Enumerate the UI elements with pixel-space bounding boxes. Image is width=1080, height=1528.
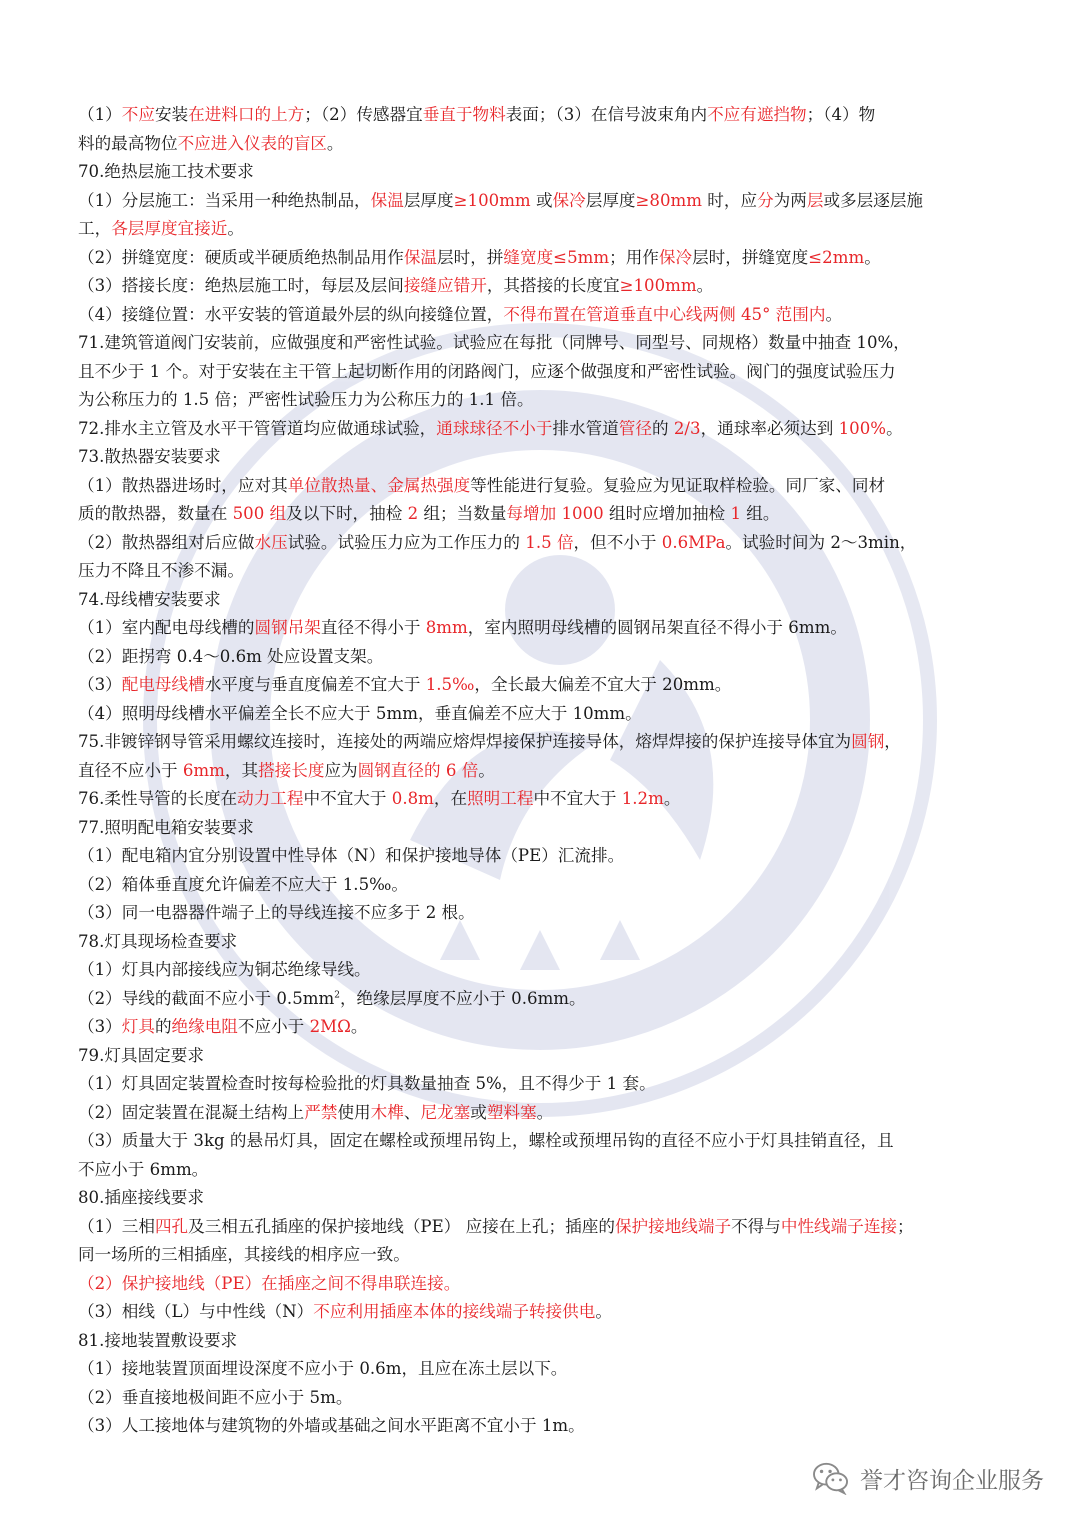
- body-text: （1）三相: [78, 1216, 155, 1236]
- body-text: 80.插座接线要求: [78, 1188, 204, 1207]
- body-text: （3）搭接长度：绝热层施工时，每层及层间: [78, 276, 404, 295]
- body-text: 81.接地装置敷设要求: [78, 1330, 238, 1350]
- highlight-text: 6mm: [182, 760, 225, 780]
- body-text: 77.照明配电箱安装要求: [78, 817, 254, 837]
- text-line: [78, 614, 1008, 643]
- highlight-text: 水压: [254, 532, 288, 552]
- body-text: ，其: [224, 760, 259, 780]
- highlight-text: 单位散热量、金属热强度: [287, 475, 471, 495]
- body-text: （3）: [78, 675, 122, 694]
- body-text: 试验。试验压力应为工作压力的: [287, 532, 526, 552]
- highlight-text: 严禁: [304, 1102, 338, 1122]
- body-text: ；: [897, 1216, 914, 1236]
- text-line: [78, 1355, 1008, 1384]
- body-text: 等性能进行复验。复验应为见证取样检验。同厂家、同材: [470, 475, 886, 495]
- highlight-text: 0.6MPa: [661, 532, 726, 552]
- body-text: 水平度与垂直度偏差不宜大于: [204, 675, 426, 694]
- highlight-text: ≤2mm: [808, 247, 865, 267]
- body-text: 不应小于: [237, 1017, 310, 1036]
- body-text: （2）拼缝宽度：硬质或半硬质绝热制品用作: [78, 247, 404, 267]
- body-text: 使用: [337, 1102, 371, 1122]
- body-text: ；用作: [609, 247, 659, 267]
- body-text: ，全长最大偏差不宜大于 20mm。: [474, 675, 732, 694]
- highlight-text: 保护接地线端子: [614, 1216, 732, 1236]
- text-line: [78, 1298, 1008, 1327]
- body-text: 层厚度: [403, 190, 454, 210]
- body-text: （1）接地装置顶面埋设深度不应小于 0.6m，且应在冻土层以下。: [78, 1359, 568, 1378]
- highlight-text: 500 组: [232, 504, 287, 523]
- highlight-text: 接缝应错开: [403, 276, 487, 295]
- text-line: [78, 643, 1008, 672]
- text-line: [78, 1013, 1008, 1042]
- text-line: [78, 215, 1008, 244]
- highlight-text: 配电母线槽: [121, 675, 205, 694]
- body-text: （1）灯具固定装置检查时按每检验批的灯具数量抽查 5%，且不得少于 1 套。: [78, 1074, 656, 1093]
- body-text: ，: [884, 732, 901, 751]
- text-line: [78, 301, 1008, 330]
- body-text: （2）箱体垂直度允许偏差不应大于 1.5‰。: [78, 874, 408, 894]
- text-line: [78, 956, 1008, 985]
- text-line: [78, 728, 1008, 757]
- body-text: 。: [350, 1017, 368, 1036]
- highlight-text: 在进料口的上方: [188, 105, 305, 124]
- body-text: 。: [478, 760, 495, 780]
- body-text: 。: [595, 1302, 612, 1321]
- body-text: 74.母线槽安装要求: [78, 589, 221, 609]
- highlight-text: （2）保护接地线（PE）在插座之间不得串联连接。: [78, 1273, 461, 1293]
- body-text: 。: [326, 133, 344, 153]
- body-text: （2）垂直接地极间距不应小于 5m。: [78, 1387, 353, 1407]
- highlight-text: 塑料塞: [486, 1102, 537, 1122]
- text-line: [78, 415, 1008, 444]
- text-line: [78, 386, 1008, 415]
- body-text: ，通球率必须达到: [700, 418, 839, 438]
- highlight-text: 2/3: [673, 418, 701, 438]
- body-text: 及三相五孔插座的保护接地线（PE） 应接在上孔；插座的: [188, 1216, 615, 1236]
- highlight-text: 管径: [618, 418, 652, 438]
- body-text: （3）相线（L）与中性线（N）: [78, 1302, 314, 1321]
- body-text: 76.柔性导管的长度在: [78, 789, 238, 808]
- footer-account[interactable]: [812, 1458, 1044, 1498]
- highlight-text: 层: [806, 190, 824, 210]
- text-line: [78, 244, 1008, 273]
- body-text: 直径不应小于: [78, 760, 183, 780]
- highlight-text: 保温: [403, 247, 438, 267]
- highlight-text: 灯具: [121, 1017, 155, 1036]
- body-text: （2）固定装置在混凝土结构上: [78, 1102, 305, 1122]
- highlight-text: 中性线端子连接: [780, 1216, 898, 1236]
- text-line: [78, 358, 1008, 387]
- highlight-text: 不应: [121, 105, 155, 124]
- body-text: 不得与: [731, 1216, 781, 1236]
- body-text: （3）人工接地体与建筑物的外墙或基础之间水平距离不宜小于 1m。: [78, 1416, 585, 1435]
- body-text: 时，应: [702, 190, 758, 210]
- text-line: [78, 814, 1008, 843]
- highlight-text: 1.2m: [621, 789, 664, 808]
- text-line: [78, 443, 1008, 472]
- body-text: 不应小于 6mm。: [78, 1159, 209, 1179]
- highlight-text: ≥100mm: [453, 190, 531, 210]
- body-text: （1）灯具内部接线应为铜芯绝缘导线。: [78, 960, 371, 979]
- text-line: [78, 985, 1008, 1014]
- body-text: （4）接缝位置：水平安装的管道最外层的纵向接缝位置，: [78, 304, 504, 324]
- body-text: 73.散热器安装要求: [78, 447, 221, 466]
- highlight-text: 8mm: [425, 618, 468, 637]
- body-text: 。: [536, 1102, 554, 1122]
- highlight-text: 垂直于物料: [422, 105, 506, 124]
- text-line: [78, 700, 1008, 729]
- body-text: 直径不得小于: [320, 618, 426, 637]
- text-line: [78, 529, 1008, 558]
- body-text: 组；当数量: [418, 504, 507, 523]
- text-line: [78, 1384, 1008, 1413]
- text-line: [78, 1099, 1008, 1128]
- highlight-text: 分: [757, 190, 774, 210]
- body-text: 。: [663, 789, 681, 808]
- text-line: [78, 158, 1008, 187]
- body-text: 72.排水主立管及水平干管管道均应做通球试验，: [78, 418, 437, 438]
- text-line: [78, 130, 1008, 159]
- text-line: [78, 871, 1008, 900]
- body-text: 层厚度: [585, 190, 636, 210]
- body-text: 组。: [741, 504, 780, 523]
- body-text: （1）室内配电母线槽的: [78, 618, 255, 637]
- highlight-text: 100%: [838, 418, 887, 438]
- highlight-text: 1: [730, 504, 741, 523]
- body-text: ，室内照明母线槽的圆钢吊架直径不得小于 6mm。: [467, 618, 847, 637]
- text-line: [78, 899, 1008, 928]
- text-line: [78, 472, 1008, 501]
- body-text: 79.灯具固定要求: [78, 1045, 204, 1065]
- body-text: 且不少于 1 个。对于安装在主干管上起切断作用的闭路阀门，应逐个做强度和严密性试验。阀门的强度试验压力: [78, 361, 896, 381]
- highlight-text: 四孔: [154, 1216, 189, 1236]
- body-text: ，其搭接的长度宜: [486, 276, 620, 295]
- account-name: 誉才咨询企业服务: [860, 1467, 1044, 1494]
- body-text: （1）配电箱内宜分别设置中性导体（N）和保护接地导体（PE）汇流排。: [78, 846, 625, 865]
- document-body: [78, 101, 1008, 1441]
- body-text: ，但不小于: [573, 532, 662, 552]
- highlight-text: 保冷: [552, 190, 586, 210]
- body-text: 78.灯具现场检查要求: [78, 931, 238, 951]
- body-text: 的: [154, 1017, 172, 1036]
- text-line: [78, 1127, 1008, 1156]
- body-text: 料的最高物位: [78, 133, 178, 153]
- highlight-text: 0.8m: [391, 789, 434, 808]
- highlight-text: 圆钢: [851, 732, 885, 751]
- text-line: [78, 1327, 1008, 1356]
- highlight-text: ≥100mm: [619, 276, 697, 295]
- body-text: 及以下时，抽检: [286, 504, 408, 523]
- highlight-text: 保冷: [658, 247, 693, 267]
- body-text: 2: [334, 989, 340, 1000]
- body-text: 表面；（3）在信号波束角内: [505, 105, 708, 124]
- highlight-text: 不应有遮挡物: [707, 105, 807, 124]
- highlight-text: 圆钢直径的 6 倍: [357, 760, 479, 780]
- highlight-text: 绝缘电阻: [171, 1017, 238, 1036]
- highlight-text: 尼龙塞: [420, 1102, 471, 1122]
- text-line: [78, 928, 1008, 957]
- body-text: 工，: [78, 219, 112, 238]
- text-line: [78, 842, 1008, 871]
- highlight-text: 1.5 倍: [525, 532, 574, 552]
- body-text: 为公称压力的 1.5 倍；严密性试验压力为公称压力的 1.1 倍。: [78, 390, 534, 409]
- text-line: [78, 272, 1008, 301]
- body-text: （2）导线的截面不应小于 0.5mm: [78, 988, 335, 1008]
- text-line: [78, 1213, 1008, 1242]
- body-text: 应为: [324, 760, 358, 780]
- body-text: 质的散热器，数量在: [78, 504, 233, 523]
- highlight-text: 2MΩ: [309, 1017, 351, 1036]
- body-text: 为两: [773, 190, 807, 210]
- body-text: （2）距拐弯 0.4～0.6m 处应设置支架。: [78, 646, 384, 666]
- body-text: 安装: [154, 105, 189, 124]
- highlight-text: 2: [407, 504, 419, 523]
- highlight-text: 通球球径不小于: [436, 418, 553, 438]
- text-line: [78, 785, 1008, 814]
- highlight-text: 保温: [370, 190, 404, 210]
- highlight-text: 各层厚度宜接近: [111, 219, 228, 238]
- body-text: 70.绝热层施工技术要求: [78, 162, 254, 181]
- body-text: （1）分层施工：当采用一种绝热制品，: [78, 190, 371, 210]
- body-text: （3）质量大于 3kg 的悬吊灯具，固定在螺栓或预埋吊钩上，螺栓或预埋吊钩的直径不应小于灯具挂销直径，且: [78, 1131, 894, 1150]
- text-line: [78, 1070, 1008, 1099]
- body-text: 或: [470, 1102, 487, 1122]
- wechat-icon: [812, 1461, 850, 1495]
- body-text: 或多层逐层施: [823, 190, 924, 210]
- text-line: [78, 101, 1008, 130]
- body-text: 。: [864, 247, 881, 267]
- body-text: ；（4）物: [806, 105, 876, 124]
- body-text: 同一场所的三相插座，其接线的相序应一致。: [78, 1245, 410, 1264]
- highlight-text: 圆钢吊架: [254, 618, 321, 637]
- highlight-text: 搭接长度: [258, 760, 325, 780]
- highlight-text: 每增加 1000: [506, 504, 604, 523]
- highlight-text: 动力工程: [237, 789, 304, 808]
- body-text: 。: [825, 304, 843, 324]
- body-text: 。试验时间为 2～3min，: [725, 532, 917, 552]
- body-text: 。: [696, 276, 714, 295]
- text-line: [78, 757, 1008, 786]
- text-line: [78, 1184, 1008, 1213]
- body-text: 。: [886, 418, 903, 438]
- highlight-text: 不应利用插座本体的接线端子转接供电: [313, 1302, 596, 1321]
- body-text: 组时应增加抽检: [603, 504, 731, 523]
- text-line: [78, 557, 1008, 586]
- body-text: （1）散热器进场时，应对其: [78, 475, 288, 495]
- body-text: 71.建筑管道阀门安装前，应做强度和严密性试验。试验应在每批（同牌号、同型号、同规格）数量中抽查 10%，: [78, 333, 910, 352]
- body-text: 中不宜大于: [533, 789, 622, 808]
- highlight-text: 不得布置在管道垂直中心线两侧 45° 范围内: [503, 304, 826, 324]
- text-line: [78, 500, 1008, 529]
- highlight-text: 缝宽度≤5mm: [503, 247, 610, 267]
- body-text: 中不宜大于: [303, 789, 392, 808]
- text-line: [78, 671, 1008, 700]
- body-text: 排水管道: [552, 418, 619, 438]
- body-text: （1）: [78, 105, 122, 124]
- text-line: [78, 1412, 1008, 1441]
- text-line: [78, 1042, 1008, 1071]
- body-text: （2）散热器组对后应做: [78, 532, 255, 552]
- body-text: 压力不降且不渗不漏。: [78, 561, 244, 580]
- body-text: （3）: [78, 1017, 122, 1036]
- body-text: ；（2）传感器宜: [304, 105, 423, 124]
- text-line: [78, 586, 1008, 615]
- body-text: 。: [227, 219, 244, 238]
- body-text: 75.非镀锌钢导管采用螺纹连接时，连接处的两端应熔焊焊接保护连接导体，熔焊焊接的保护连接导体宜为: [78, 732, 852, 751]
- body-text: ，在: [433, 789, 468, 808]
- text-line: [78, 1241, 1008, 1270]
- highlight-text: 木榫: [370, 1102, 404, 1122]
- body-text: ，绝缘层厚度不应小于 0.6mm。: [339, 988, 586, 1008]
- body-text: 或: [530, 190, 553, 210]
- highlight-text: 不应进入仪表的盲区: [177, 133, 327, 153]
- text-line: [78, 1270, 1008, 1299]
- text-line: [78, 1156, 1008, 1185]
- text-line: [78, 329, 1008, 358]
- text-line: [78, 187, 1008, 216]
- body-text: 、: [403, 1102, 421, 1122]
- highlight-text: 1.5‰: [425, 675, 475, 694]
- body-text: （4）照明母线槽水平偏差全长不应大于 5mm，垂直偏差不应大于 10mm。: [78, 703, 642, 723]
- highlight-text: 照明工程: [467, 789, 534, 808]
- body-text: （3）同一电器器件端子上的导线连接不应多于 2 根。: [78, 903, 475, 922]
- body-text: 层时，拼缝宽度: [692, 247, 809, 267]
- body-text: 的: [651, 418, 674, 438]
- body-text: 层时，拼: [437, 247, 504, 267]
- highlight-text: ≥80mm: [635, 190, 703, 210]
